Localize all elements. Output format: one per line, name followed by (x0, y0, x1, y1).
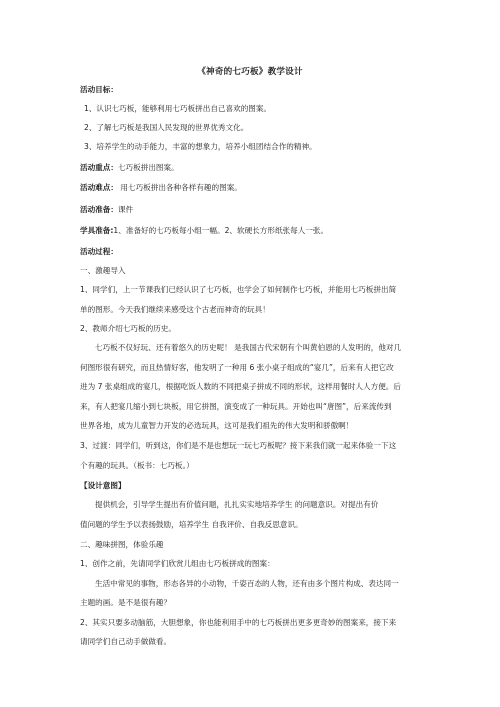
paragraph-1-line-2: 单的图形。今天我们继续来感受这个古老而神奇的玩具！ (80, 305, 270, 314)
tools-label: 学具准备: (80, 226, 114, 235)
section-2-heading: 二、趣味拼图，体验乐趣 (80, 540, 164, 549)
goal-heading: 活动目标： (80, 85, 118, 94)
design-intent-line-2: 值问题的学生予以表扬鼓励，培养学生 自我评价、自我反思意识。 (80, 520, 303, 529)
section-2-line-1: 生活中常见的事物，形态各异的小动物，千姿百态的人物，还有由多个图片构成、表达同一 (95, 579, 399, 588)
history-line-1: 七巧板不仅好玩、还有着悠久的历史呢！ 是我国古代宋朝有个叫黄伯恩的人发明的，他对几 (95, 343, 402, 352)
section-2-paragraph-2-line-2: 请同学们自己动手做做看。 (80, 637, 172, 646)
history-line-4: 来，有人把宴几缩小到七块板，用它拼图，演变成了一种玩具。开始也叫“唐图”，后来流传到 (80, 402, 392, 411)
process-heading: 活动过程： (80, 247, 118, 256)
tools (80, 226, 432, 236)
section-2-paragraph-1: 1、创作之前，先请同学们欣赏儿组由七巧板拼成的图案： (80, 559, 275, 568)
paragraph-3-line-2: 个有趣的玩具。（板书：七巧板。） (80, 461, 194, 470)
history-line-3: 进为 7 张桌组成的宴几，根据吃饭人数的不同把桌子拼成不同的形状，这样用餐时人人方便。后 (80, 382, 401, 391)
paragraph-1-line-1: 1、同学们，上一节课我们已经认识了七巧板，也学会了如何制作七巧板，并能用七巧板拼出简 (80, 285, 397, 294)
difficulty-text: 用七巧板拼出各种各样有趣的图案。 (117, 183, 242, 192)
section-2-line-2: 主题的画。是不是很有趣？ (80, 598, 172, 607)
tools-text: 1、准备好的七巧板每小组一幅。2、软硬长方形纸张每人一张。 (113, 226, 329, 235)
history-line-5: 世界各地，成为儿童智力开发的必选玩具，这可是我们祖先的伟大发明和骄傲啊！ (80, 421, 354, 430)
key-point-text: 七巧板拼出图案。 (117, 163, 179, 172)
key-point (80, 163, 432, 173)
paragraph-3-line-1: 3、过渡：同学们，听到这，你们是不是也想玩一玩七巧板呢？接下来我们就一起来体验一下这 (80, 441, 397, 450)
history-line-2: 何图形很有研究，而且热情好客，他发明了一种用 6 张小桌子组成的“宴几”，后来有人把它改 (80, 363, 394, 372)
design-intent-heading: 【设计意图】 (80, 481, 126, 490)
paragraph-2: 2、教师介绍七巧板的历史。 (80, 324, 176, 333)
goal-item-1: 1、认识七巧板，能够利用七巧板拼出自己喜欢的图案。 (84, 104, 272, 113)
difficulty-label: 活动难点： (80, 183, 118, 192)
preparation-text: 课件 (117, 205, 134, 214)
goal-item-3: 3、培养学生的动手能力，丰富的想象力，培养小组团结合作的精神。 (84, 142, 317, 151)
document-title: 《神奇的七巧板》教学设计 (197, 67, 303, 77)
goal-item-2: 2、了解七巧板是我国人民发现的世界优秀文化。 (84, 123, 249, 132)
section-1-heading: 一、激趣导入 (80, 266, 126, 275)
section-2-paragraph-2-line-1: 2、其实只要多动脑筋，大胆想象，你也能利用手中的七巧板拼出更多更奇妙的图案来，接下来 (80, 618, 397, 627)
preparation (80, 205, 432, 215)
preparation-label: 活动准备： (80, 205, 118, 214)
key-point-label: 活动重点： (80, 163, 118, 172)
difficulty (80, 183, 432, 193)
design-intent-line-1: 提供机会，引导学生提出有价值问题，扎扎实实地培养学生 的问题意识。对提出有价 (95, 500, 379, 509)
